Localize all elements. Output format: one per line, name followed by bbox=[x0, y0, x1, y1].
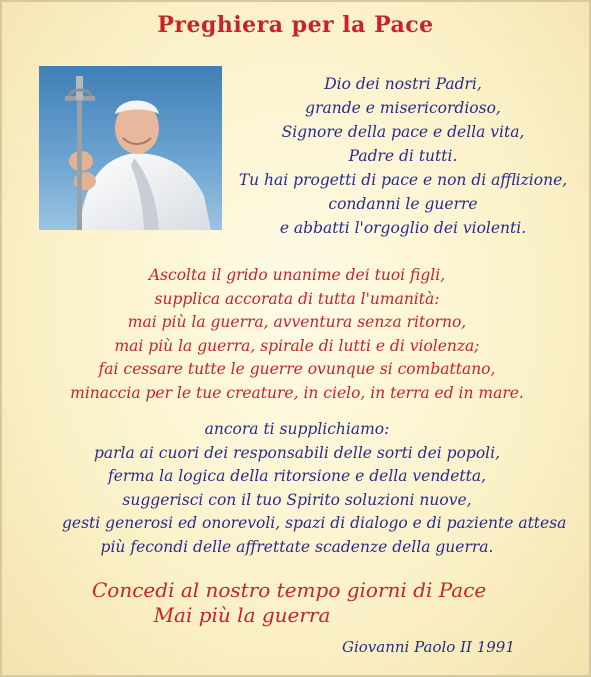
closing-line: Concedi al nostro tempo giorni di Pace bbox=[92, 578, 487, 602]
stanza-1 bbox=[238, 72, 568, 240]
stanza-line: parla ai cuori dei responsabili delle sorti dei popoli, bbox=[93, 443, 501, 462]
stanza-line: Tu hai progetti di pace e non di afflizione, bbox=[238, 171, 568, 189]
stanza-line: ferma la logica della ritorsione e della vendetta, bbox=[107, 467, 487, 485]
stanza-line: grande e misericordioso, bbox=[305, 99, 501, 117]
stanza-line: condanni le guerre bbox=[328, 195, 478, 213]
signature: Giovanni Paolo II 1991 bbox=[342, 638, 515, 656]
stanza-line: supplica accorata di tutta l'umanità: bbox=[154, 289, 440, 308]
stanza-line: suggerisci con il tuo Spirito soluzioni nuove, bbox=[122, 490, 472, 509]
stanza-line: mai più la guerra, spirale di lutti e di violenza; bbox=[114, 336, 480, 355]
stanza-line: Dio dei nostri Padri, bbox=[324, 75, 482, 93]
stanza-2 bbox=[62, 264, 532, 405]
stanza-line: e abbatti l'orgoglio dei violenti. bbox=[279, 219, 527, 237]
stanza-line: più fecondi delle affrettate scadenze della guerra. bbox=[100, 537, 494, 556]
stanza-line: Signore della pace e della vita, bbox=[281, 123, 525, 141]
stanza-line: fai cessare tutte le guerre ovunque si combattano, bbox=[98, 360, 496, 378]
closing-line: Mai più la guerra bbox=[153, 603, 331, 627]
stanza-line: mai più la guerra, avventura senza ritorno, bbox=[127, 313, 467, 331]
stanza-line: gesti generosi ed onorevoli, spazi di dialogo e di paziente attesa bbox=[62, 514, 567, 532]
stanza-3 bbox=[62, 418, 567, 559]
stanza-line: Ascolta il grido unanime dei tuoi figli, bbox=[148, 266, 446, 284]
stanza-line: Padre di tutti. bbox=[348, 147, 458, 165]
pope-portrait-icon bbox=[39, 66, 222, 230]
closing-verse bbox=[92, 578, 487, 628]
stanza-line: ancora ti supplichiamo: bbox=[204, 420, 390, 438]
page-title: Preghiera per la Pace bbox=[157, 12, 434, 38]
stanza-line: minaccia per le tue creature, in cielo, in terra ed in mare. bbox=[70, 383, 524, 402]
